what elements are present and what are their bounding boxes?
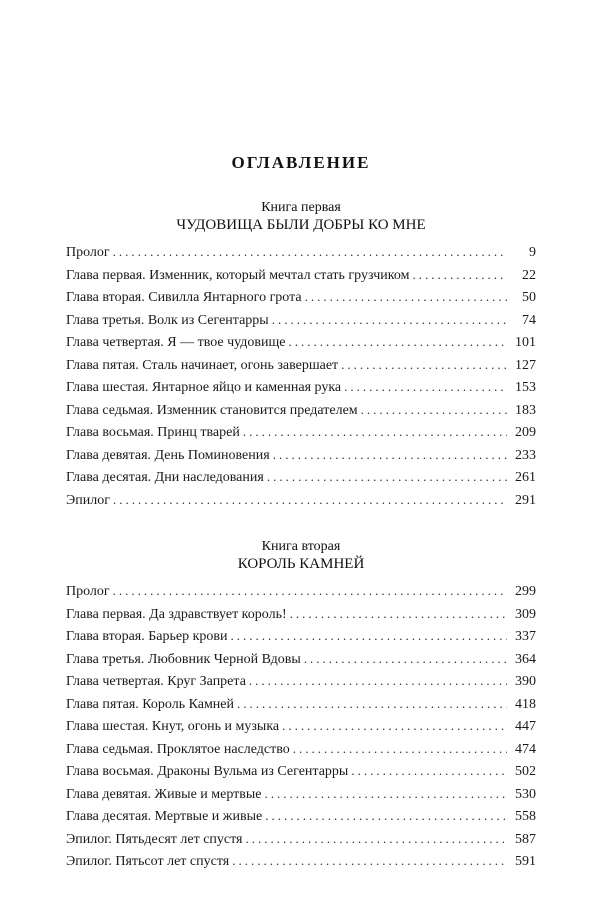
toc-entry-title: Глава восьмая. Драконы Вульма из Сегентарры (66, 764, 349, 779)
toc-page-number: 22 (522, 267, 536, 283)
toc-entry (66, 264, 536, 287)
book-section (66, 199, 536, 511)
toc-page-number: 127 (515, 357, 536, 373)
page-title: ОГЛАВЛЕНИЕ (231, 153, 371, 172)
toc-entry (66, 850, 536, 873)
toc-entry-title: Глава десятая. Мертвые и живые (66, 809, 263, 824)
toc-entry (66, 286, 536, 309)
toc-entry (66, 376, 536, 399)
toc-entry (66, 715, 536, 738)
toc-entry-title: Глава третья. Волк из Сегентарры (66, 312, 269, 328)
toc-leader-dots (293, 738, 507, 761)
toc-entry (66, 444, 536, 467)
toc-entry-title: Пролог (66, 245, 110, 260)
toc-entry (66, 783, 536, 806)
toc-entry-title: Эпилог. Пятьдесят лет спустя (66, 831, 243, 847)
toc-entry-title: Глава девятая. Живые и мертвые (66, 786, 262, 802)
toc-leader-dots (232, 850, 507, 873)
toc-leader-dots (243, 421, 507, 444)
toc-leader-dots (305, 286, 507, 309)
toc-page-number: 299 (515, 584, 536, 599)
toc-page-number: 418 (515, 696, 536, 712)
toc-entry-title: Глава первая. Изменник, который мечтал стать грузчиком (66, 267, 410, 283)
toc-page-number: 390 (515, 674, 536, 689)
toc-entry (66, 331, 536, 354)
toc-page-number: 183 (515, 402, 536, 418)
book-label: Книга вторая (261, 539, 341, 554)
toc-page-number: 309 (515, 606, 536, 622)
toc-page-number: 530 (515, 786, 536, 802)
toc-leader-dots (237, 693, 507, 716)
toc-leader-dots (113, 241, 507, 264)
toc-entry (66, 466, 536, 489)
toc-leader-dots (231, 625, 508, 648)
toc-page-number: 337 (515, 629, 536, 644)
toc-entry-title: Глава десятая. Дни наследования (66, 470, 264, 485)
toc-entry-title: Глава вторая. Барьер крови (66, 629, 228, 644)
toc-entry (66, 489, 536, 512)
toc-leader-dots (290, 603, 507, 626)
toc-leader-dots (267, 466, 507, 489)
book-title: КОРОЛЬ КАМНЕЙ (237, 556, 365, 572)
toc-entry-title: Глава шестая. Янтарное яйцо и каменная рука (66, 380, 342, 395)
toc-page-number: 74 (522, 312, 536, 328)
toc-leader-dots (273, 444, 507, 467)
toc-leader-dots (113, 489, 507, 512)
toc-page-number: 50 (522, 290, 536, 305)
toc-entry-title: Глава третья. Любовник Черной Вдовы (66, 651, 301, 667)
toc-page-number: 558 (515, 809, 536, 824)
toc-page-number: 261 (515, 470, 536, 485)
toc-entry (66, 309, 536, 332)
toc-entry-title: Эпилог. Пятьсот лет спустя (66, 854, 230, 869)
toc-entry (66, 354, 536, 377)
toc-entry (66, 625, 536, 648)
toc-page-number: 447 (515, 719, 536, 734)
toc-entry-title: Глава девятая. День Поминовения (66, 447, 270, 463)
toc-entry-list (66, 241, 536, 511)
toc-leader-dots (249, 670, 507, 693)
toc-leader-dots (344, 376, 507, 399)
toc-leader-dots (265, 805, 507, 828)
toc-entry (66, 421, 536, 444)
toc-leader-dots (361, 399, 507, 422)
toc-entry (66, 603, 536, 626)
toc-entry-title: Глава первая. Да здравствует король! (66, 606, 287, 622)
toc-leader-dots (304, 648, 507, 671)
book-label: Книга первая (261, 200, 341, 215)
toc-entry-list (66, 580, 536, 873)
toc-entry (66, 805, 536, 828)
toc-page-number: 9 (529, 245, 536, 260)
toc-books-container (66, 199, 536, 873)
toc-entry-title: Глава вторая. Сивилла Янтарного грота (66, 290, 302, 305)
toc-entry (66, 399, 536, 422)
toc-entry-title: Глава восьмая. Принц тварей (66, 425, 240, 440)
toc-leader-dots (412, 264, 507, 287)
toc-entry-title: Глава четвертая. Круг Запрета (66, 674, 246, 689)
toc-entry (66, 760, 536, 783)
toc-entry (66, 241, 536, 264)
toc-entry (66, 693, 536, 716)
book-section (66, 538, 536, 873)
toc-entry (66, 670, 536, 693)
toc-entry-title: Глава пятая. Сталь начинает, огонь завершает (66, 357, 339, 373)
toc-entry-title: Глава седьмая. Изменник становится предателем (66, 402, 358, 418)
book-title: ЧУДОВИЩА БЫЛИ ДОБРЫ КО МНЕ (176, 217, 426, 233)
toc-page-number: 101 (515, 335, 536, 350)
toc-entry-title: Пролог (66, 584, 110, 599)
toc-entry-title: Глава пятая. Король Камней (66, 696, 235, 712)
toc-page-number: 502 (515, 764, 536, 779)
toc-page-number: 233 (515, 447, 536, 463)
toc-page-number: 209 (515, 425, 536, 440)
toc-leader-dots (351, 760, 507, 783)
toc-leader-dots (265, 783, 507, 806)
toc-page-number: 291 (515, 492, 536, 508)
toc-leader-dots (246, 828, 508, 851)
toc-entry-title: Глава шестая. Кнут, огонь и музыка (66, 719, 280, 734)
toc-page-number: 587 (515, 831, 536, 847)
toc-leader-dots (113, 580, 507, 603)
toc-entry-title: Эпилог (66, 492, 110, 508)
toc-leader-dots (289, 331, 508, 354)
toc-entry-title: Глава четвертая. Я — твое чудовище (66, 335, 286, 350)
toc-page-number: 474 (515, 741, 536, 757)
toc-leader-dots (272, 309, 507, 332)
toc-leader-dots (282, 715, 507, 738)
toc-leader-dots (341, 354, 507, 377)
toc-page-number: 591 (515, 854, 536, 869)
toc-entry (66, 738, 536, 761)
toc-entry (66, 580, 536, 603)
toc-entry-title: Глава седьмая. Проклятое наследство (66, 741, 290, 757)
toc-page-number: 364 (515, 651, 536, 667)
toc-entry (66, 648, 536, 671)
toc-entry (66, 828, 536, 851)
toc-page-number: 153 (515, 380, 536, 395)
